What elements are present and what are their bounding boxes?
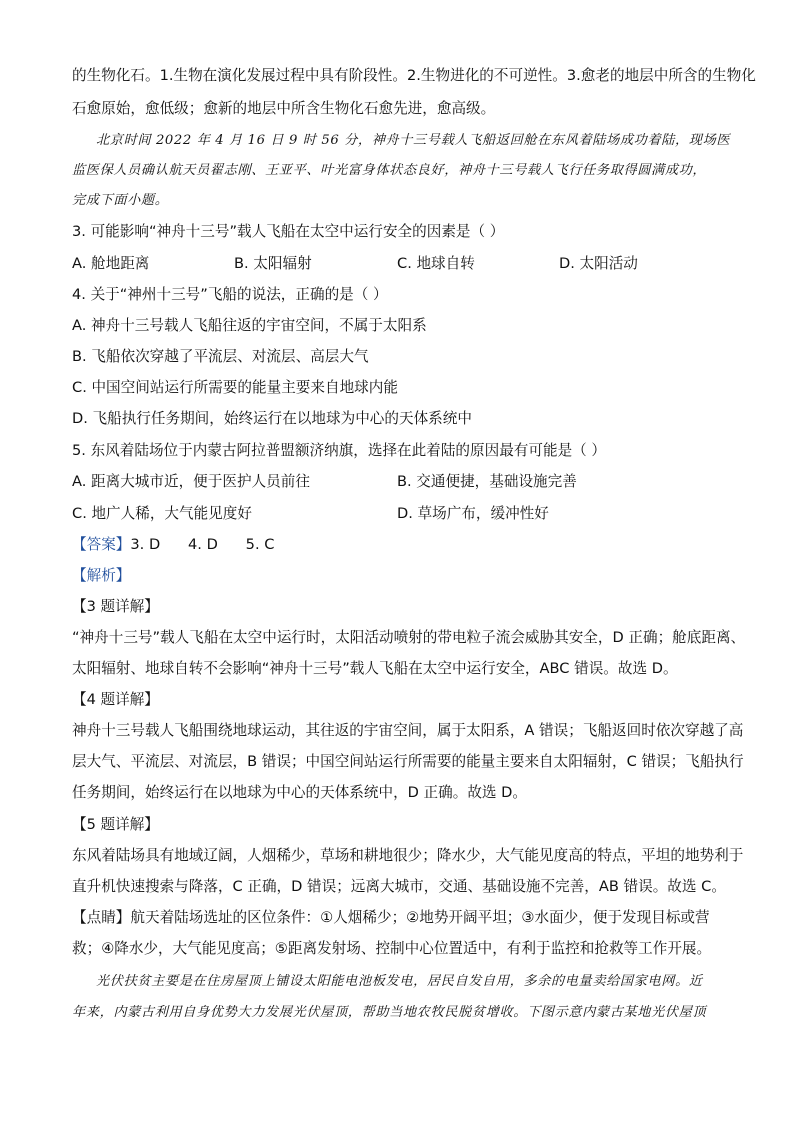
question-5-option-a: A. 距离大城市近，便于医护人员前往 xyxy=(72,473,310,490)
answer-line xyxy=(72,535,732,555)
question-3-option-b: B. 太阳辐射 xyxy=(234,255,312,272)
question-4-option-b: B. 飞船依次穿越了平流层、对流层、高层大气 xyxy=(72,348,369,365)
detail-4-label: 【4 题详解】 xyxy=(72,691,159,708)
top-paragraph-line-2: 石愈原始，愈低级；愈新的地层中所含生物化石愈先进，愈高级。 xyxy=(72,100,496,117)
top-paragraph-line-1: 的生物化石。1.生物在演化发展过程中具有阶段性。2.生物进化的不可逆性。3.愈老的地层中所含的生物化 xyxy=(72,67,756,84)
passage-line-1: 北京时间 2022 年 4 月 16 日 9 时 56 分，神舟十三号载人飞船返回舱在东风着陆场成功着陆，现场医 xyxy=(96,133,731,148)
detail-3-label: 【3 题详解】 xyxy=(72,598,159,615)
question-4-option-a: A. 神舟十三号载人飞船往返的宇宙空间，不属于太阳系 xyxy=(72,317,427,334)
detail-5-line-1: 东风着陆场具有地域辽阔，人烟稀少，草场和耕地很少；降水少，大气能见度高的特点，平坦的地势利于 xyxy=(72,847,744,864)
next-passage-line-2: 年来，内蒙古利用自身优势大力发展光伏屋顶，帮助当地农牧民脱贫增收。下图示意内蒙古某地光伏屋顶 xyxy=(72,1005,707,1020)
analysis-label: 【解析】 xyxy=(72,567,131,584)
detail-3-line-2: 太阳辐射、地球自转不会影响“神舟十三号”载人飞船在太空中运行安全，ABC 错误。故选 D。 xyxy=(72,660,678,677)
question-3-option-d: D. 太阳活动 xyxy=(559,255,638,272)
passage-line-2: 监医保人员确认航天员翟志刚、王亚平、叶光富身体状态良好，神舟十三号载人飞行任务取得圆满成功， xyxy=(72,163,707,178)
answer-text: 3. D 4. D 5. C xyxy=(130,536,275,553)
highlight-line-1 xyxy=(72,908,732,928)
detail-5-label: 【5 题详解】 xyxy=(72,816,159,833)
question-4-stem: 4. 关于“神州十三号”飞船的说法，正确的是（ ） xyxy=(72,286,388,303)
highlight-line-2: 救；④降水少，大气能见度高；⑤距离发射场、控制中心位置适中，有利于监控和抢救等工作开展。 xyxy=(72,940,712,957)
highlight-text-1: 航天着陆场选址的区位条件：①人烟稀少；②地势开阔平坦；③水面少，便于发现目标或营 xyxy=(130,909,710,926)
detail-4-line-2: 层大气、平流层、对流层，B 错误；中国空间站运行所需要的能量主要来自太阳辐射，C 错误；飞船执行 xyxy=(72,753,744,770)
question-4-option-c: C. 中国空间站运行所需要的能量主要来自地球内能 xyxy=(72,379,398,396)
highlight-label: 【点睛】 xyxy=(72,909,131,926)
question-4-option-d: D. 飞船执行任务期间，始终运行在以地球为中心的天体系统中 xyxy=(72,410,472,427)
question-3-stem: 3. 可能影响“神舟十三号”载人飞船在太空中运行安全的因素是（ ） xyxy=(72,223,505,240)
answer-label: 【答案】 xyxy=(72,536,131,553)
detail-4-line-3: 任务期间，始终运行在以地球为中心的天体系统中，D 正确。故选 D。 xyxy=(72,784,527,801)
passage-line-3: 完成下面小题。 xyxy=(72,193,169,208)
question-5-option-d: D. 草场广布，缓冲性好 xyxy=(397,505,549,522)
question-5-option-b: B. 交通便捷，基础设施完善 xyxy=(397,473,577,490)
detail-4-line-1: 神舟十三号载人飞船围绕地球运动，其往返的宇宙空间，属于太阳系，A 错误；飞船返回时依次穿越了高 xyxy=(72,722,744,739)
question-5-option-c: C. 地广人稀，大气能见度好 xyxy=(72,505,253,522)
detail-3-line-1: “神舟十三号”载人飞船在太空中运行时，太阳活动喷射的带电粒子流会威胁其安全，D 正确；舱底距离、 xyxy=(72,629,746,646)
question-3-option-a: A. 舱地距离 xyxy=(72,255,150,272)
question-5-stem: 5. 东风着陆场位于内蒙古阿拉普盟额济纳旗，选择在此着陆的原因最有可能是（ ） xyxy=(72,442,606,459)
next-passage-line-1: 光伏扶贫主要是在住房屋顶上铺设太阳能电池板发电，居民自发自用，多余的电量卖给国家电网。近 xyxy=(96,974,703,989)
question-3-option-c: C. 地球自转 xyxy=(397,255,475,272)
detail-5-line-2: 直升机快速搜索与降落，C 正确，D 错误；远离大城市，交通、基础设施不完善，AB 错误。故选 C。 xyxy=(72,878,726,895)
